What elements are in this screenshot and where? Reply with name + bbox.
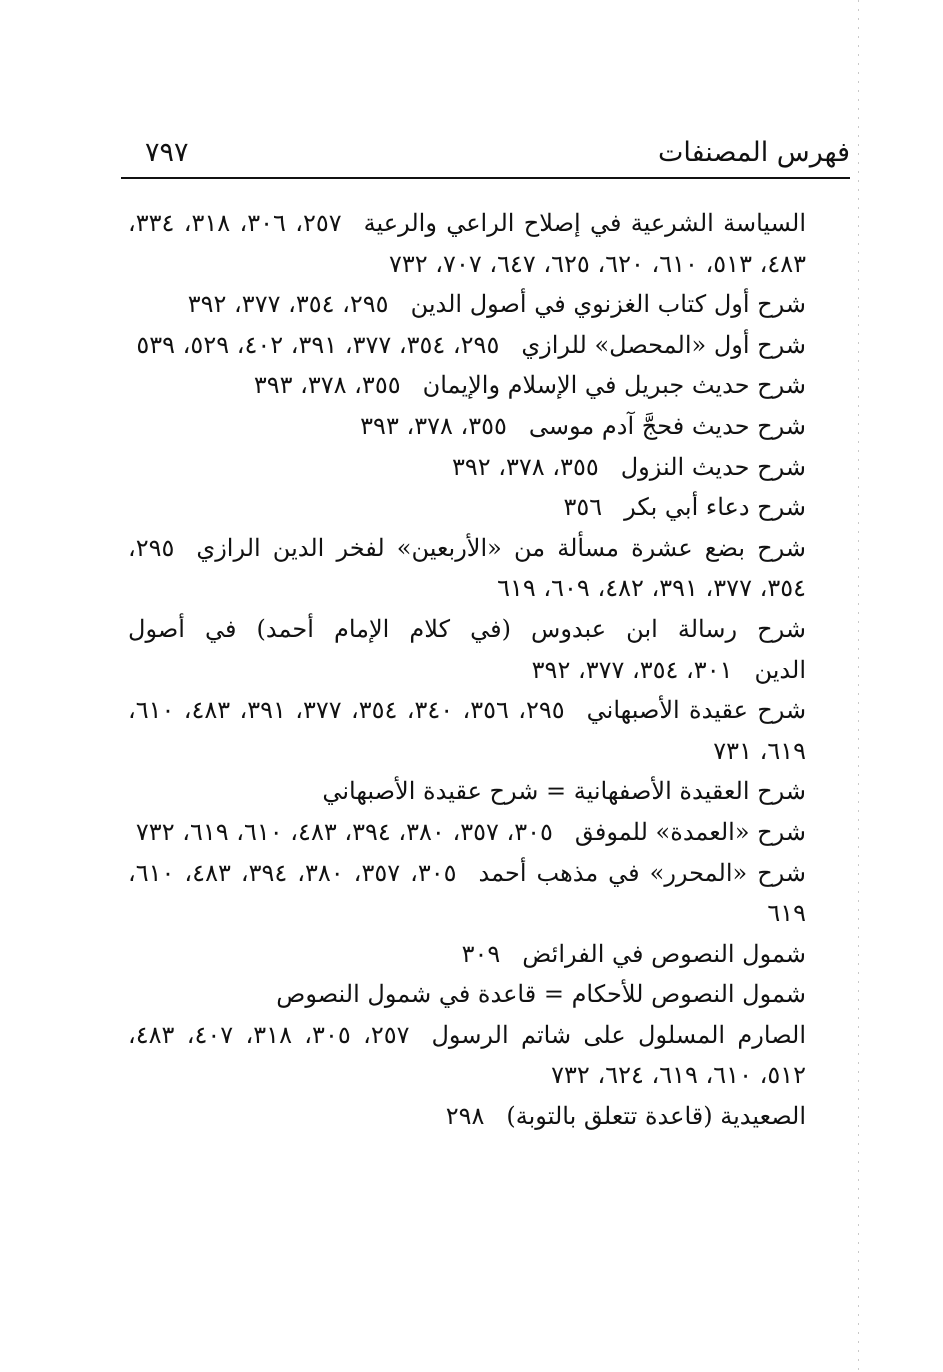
entry-pages: ٢٥٧، ٣٠٥، ٣١٨، ٤٠٧، ٤٨٣، ٥١٢، ٦١٠، ٦١٩، ٦٢٤، ٧٣٢ <box>128 1020 806 1090</box>
entry-title: شرح بضع عشرة مسألة من «الأربعين» لفخر الدين الرازي <box>196 533 806 562</box>
entry-pages: ٢٥٧، ٣٠٦، ٣١٨، ٣٣٤، ٤٨٣، ٥١٣، ٦١٠، ٦٢٠، ٦٢٥، ٦٤٧، ٧٠٧، ٧٣٢ <box>128 209 806 278</box>
index-entries <box>128 203 806 1137</box>
index-entry <box>128 203 806 284</box>
index-entry <box>128 771 806 812</box>
index-entry <box>128 812 806 853</box>
entry-title: شرح العقيدة الأصفهانية = شرح عقيدة الأصبهاني <box>322 777 806 806</box>
entry-title: شرح رسالة ابن عبدوس (في كلام الإمام أحمد) في أصول الدين <box>128 614 806 684</box>
entry-pages: ٢٩٥، ٣٥٤، ٣٧٧، ٣٩٢ <box>187 290 389 319</box>
index-entry <box>128 934 806 975</box>
entry-title: شرح أول كتاب الغزنوي في أصول الدين <box>410 290 806 319</box>
index-entry <box>128 974 806 1015</box>
entry-pages: ٣٥٥، ٣٧٨، ٣٩٣ <box>253 371 401 400</box>
entry-title: الصارم المسلول على شاتم الرسول <box>431 1020 806 1049</box>
page-number: ٧٩٧ <box>145 137 189 168</box>
entry-pages: ٢٩٨ <box>445 1102 485 1131</box>
index-entry <box>128 853 806 934</box>
entry-pages: ٣٠٩ <box>461 939 501 968</box>
entry-title: السياسة الشرعية في إصلاح الراعي والرعية <box>363 209 807 237</box>
entry-pages: ٣٠١، ٣٥٤، ٣٧٧، ٣٩٢ <box>531 655 733 684</box>
index-entry <box>128 487 806 528</box>
index-entry <box>128 325 806 366</box>
index-entry <box>128 1015 806 1096</box>
entry-title: شرح أول «المحصل» للرازي <box>521 330 806 359</box>
index-entry <box>128 284 806 325</box>
entry-pages: ٢٩٥، ٣٥٦، ٣٤٠، ٣٥٤، ٣٧٧، ٣٩١، ٤٨٣، ٦١٠، ٦١٩، ٧٣١ <box>128 696 806 765</box>
index-entry <box>128 406 806 447</box>
entry-title: الصعيدية (قاعدة تتعلق بالتوبة) <box>506 1102 806 1131</box>
entry-pages: ٢٩٥، ٣٥٤، ٣٧٧، ٣٩١، ٤٠٢، ٥٢٩، ٥٣٩ <box>136 330 500 359</box>
entry-title: شمول النصوص في الفرائض <box>522 939 806 968</box>
entry-pages: ٣٥٥، ٣٧٨، ٣٩٢ <box>451 452 599 481</box>
index-entry <box>128 365 806 406</box>
entry-pages: ٣٥٥، ٣٧٨، ٣٩٣ <box>360 411 507 440</box>
page-edge-line <box>858 0 859 1372</box>
running-title: فهرس المصنفات <box>658 137 850 168</box>
index-entry <box>128 690 806 771</box>
index-entry <box>128 447 806 488</box>
index-entry <box>128 609 806 690</box>
entry-title: شرح حديث جبريل في الإسلام والإيمان <box>422 371 806 400</box>
entry-pages: ٣٠٥، ٣٥٧، ٣٨٠، ٣٩٤، ٤٨٣، ٦١٠، ٦١٩ <box>128 858 806 928</box>
entry-title: شرح «المحرر» في مذهب أحمد <box>478 858 807 887</box>
entry-pages: ٣٠٥، ٣٥٧، ٣٨٠، ٣٩٤، ٤٨٣، ٦١٠، ٦١٩، ٧٣٢ <box>135 817 553 846</box>
page-header <box>121 133 850 179</box>
entry-pages: ٢٩٥، ٣٥٤، ٣٧٧، ٣٩١، ٤٨٢، ٦٠٩، ٦١٩ <box>128 533 806 603</box>
entry-title: شرح دعاء أبي بكر <box>624 493 806 522</box>
entry-title: شرح عقيدة الأصبهاني <box>586 696 807 725</box>
index-entry <box>128 1096 806 1137</box>
entry-pages: ٣٥٦ <box>563 493 603 522</box>
entry-title: شرح حديث النزول <box>620 452 806 481</box>
entry-title: شرح «العمدة» للموفق <box>574 817 806 846</box>
entry-title: شمول النصوص للأحكام = قاعدة في شمول النصوص <box>276 980 806 1009</box>
index-entry <box>128 528 806 609</box>
entry-title: شرح حديث فحجَّ آدم موسى <box>528 411 806 440</box>
